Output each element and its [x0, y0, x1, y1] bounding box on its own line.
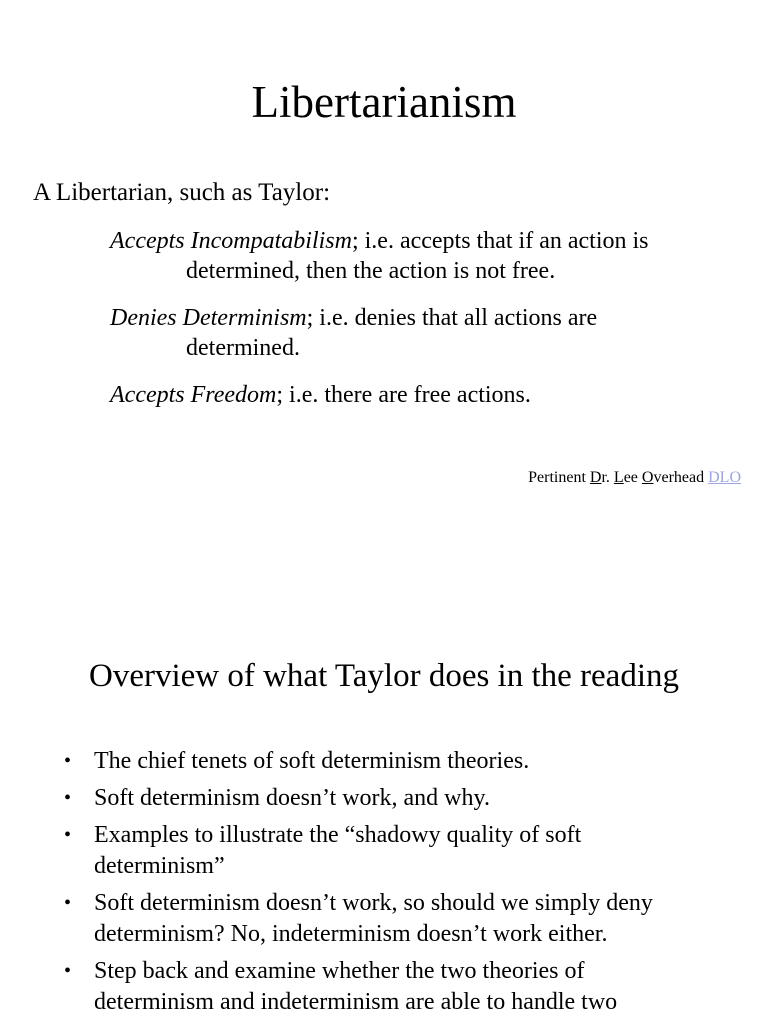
- credit-text: ee: [623, 469, 642, 486]
- slide-overview: [0, 560, 768, 1024]
- credit-text: r.: [601, 469, 614, 486]
- dlo-link[interactable]: DLO: [708, 469, 741, 486]
- list-item-text: Soft determinism doesn’t work, and why.: [94, 785, 490, 811]
- bullet-icon: •: [64, 750, 72, 772]
- bullet-list: [62, 746, 742, 1024]
- credit-line: [528, 468, 741, 488]
- point-freedom: [110, 380, 750, 410]
- credit-initial-l: L: [613, 469, 624, 486]
- credit-prefix: Pertinent: [528, 469, 590, 486]
- point-definition: ; i.e. denies that all actions are: [306, 305, 598, 331]
- bullet-icon: •: [64, 892, 72, 914]
- point-incompatibilism: [110, 226, 750, 286]
- list-item-text: The chief tenets of soft determinism theories.: [94, 748, 530, 774]
- credit-initial-o: O: [641, 469, 654, 486]
- intro-text: A Libertarian, such as Taylor:: [33, 179, 331, 206]
- list-item-text: Soft determinism doesn’t work, so should we simply deny: [94, 890, 653, 916]
- credit-initial-d: D: [589, 469, 602, 486]
- point-definition: ; i.e. there are free actions.: [276, 382, 531, 408]
- list-item: [62, 888, 742, 950]
- list-item: [62, 956, 742, 1018]
- bullet-icon: •: [64, 824, 72, 846]
- point-determinism: [110, 303, 750, 363]
- list-item-text: Examples to illustrate the “shadowy quality of soft: [94, 822, 582, 848]
- list-item: [62, 820, 742, 882]
- list-item-text-continued: determinism”: [94, 853, 225, 879]
- list-item-text: Step back and examine whether the two theories of: [94, 958, 585, 984]
- point-definition-continued: determined.: [186, 335, 300, 361]
- slide-title: Libertarianism: [251, 77, 517, 127]
- list-item-text-continued: determinism and indeterminism are able to handle two: [94, 989, 618, 1015]
- credit-text: verhead: [653, 469, 709, 486]
- list-item: [62, 746, 742, 777]
- bullet-icon: •: [64, 787, 72, 809]
- point-definition: ; i.e. accepts that if an action is: [351, 228, 649, 254]
- point-definition-continued: determined, then the action is not free.: [186, 258, 556, 284]
- list-item-text-continued: determinism? No, indeterminism doesn’t work either.: [94, 921, 608, 947]
- bullet-icon: •: [64, 960, 72, 982]
- slide-title: Overview of what Taylor does in the reading: [89, 658, 679, 694]
- list-item: [62, 783, 742, 814]
- point-term: Accepts Incompatabilism: [110, 228, 352, 254]
- point-term: Accepts Freedom: [110, 382, 277, 408]
- point-term: Denies Determinism: [110, 305, 307, 331]
